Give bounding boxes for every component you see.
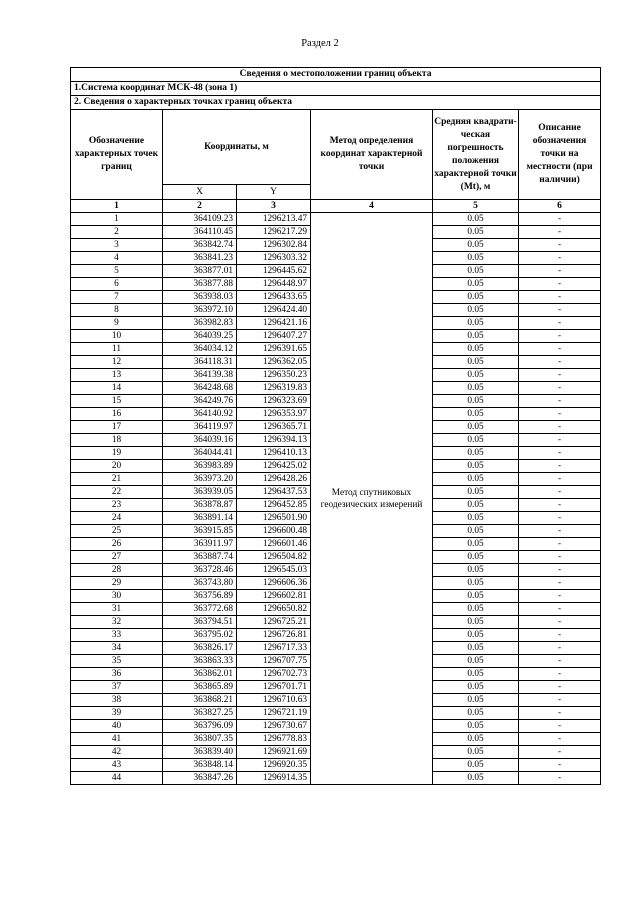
point-number: 4 (71, 252, 163, 265)
description-value: - (519, 694, 601, 707)
coord-x: 363796.09 (163, 720, 237, 733)
error-value: 0.05 (433, 577, 519, 590)
point-number: 9 (71, 317, 163, 330)
coord-x: 363807.35 (163, 733, 237, 746)
point-number: 28 (71, 564, 163, 577)
error-value: 0.05 (433, 616, 519, 629)
coord-x: 363847.26 (163, 772, 237, 785)
description-value: - (519, 616, 601, 629)
coord-x: 363772.68 (163, 603, 237, 616)
error-value: 0.05 (433, 369, 519, 382)
coord-y: 1296407.27 (237, 330, 311, 343)
coord-x: 363973.20 (163, 473, 237, 486)
point-number: 33 (71, 629, 163, 642)
coord-x: 364044.41 (163, 447, 237, 460)
point-number: 29 (71, 577, 163, 590)
error-value: 0.05 (433, 356, 519, 369)
coord-x: 363848.14 (163, 759, 237, 772)
boundary-points-table (70, 67, 601, 785)
coord-y: 1296319.83 (237, 382, 311, 395)
point-number: 15 (71, 395, 163, 408)
coord-y: 1296437.53 (237, 486, 311, 499)
point-number: 8 (71, 304, 163, 317)
coord-y: 1296448.97 (237, 278, 311, 291)
coord-x: 364039.16 (163, 434, 237, 447)
error-value: 0.05 (433, 265, 519, 278)
coord-y: 1296303.32 (237, 252, 311, 265)
error-value: 0.05 (433, 720, 519, 733)
coord-x: 363839.40 (163, 746, 237, 759)
error-value: 0.05 (433, 304, 519, 317)
description-value: - (519, 304, 601, 317)
point-number: 43 (71, 759, 163, 772)
coord-x: 363865.89 (163, 681, 237, 694)
coord-x: 363887.74 (163, 551, 237, 564)
coord-y: 1296323.69 (237, 395, 311, 408)
point-number: 2 (71, 226, 163, 239)
point-number: 18 (71, 434, 163, 447)
coord-x: 363938.03 (163, 291, 237, 304)
point-number: 38 (71, 694, 163, 707)
coord-y: 1296707.75 (237, 655, 311, 668)
coord-y: 1296717.33 (237, 642, 311, 655)
error-value: 0.05 (433, 694, 519, 707)
point-number: 7 (71, 291, 163, 304)
point-number: 17 (71, 421, 163, 434)
coord-y: 1296410.13 (237, 447, 311, 460)
coord-y: 1296606.36 (237, 577, 311, 590)
description-value: - (519, 707, 601, 720)
coord-y: 1296920.35 (237, 759, 311, 772)
point-number: 24 (71, 512, 163, 525)
description-value: - (519, 603, 601, 616)
point-number: 34 (71, 642, 163, 655)
coord-x: 363743.80 (163, 577, 237, 590)
point-number: 5 (71, 265, 163, 278)
description-value: - (519, 642, 601, 655)
coord-y: 1296921.69 (237, 746, 311, 759)
point-number: 30 (71, 590, 163, 603)
description-value: - (519, 460, 601, 473)
error-value: 0.05 (433, 603, 519, 616)
coord-y: 1296213.47 (237, 213, 311, 226)
coord-x: 363891.14 (163, 512, 237, 525)
error-value: 0.05 (433, 499, 519, 512)
coord-x: 363826.17 (163, 642, 237, 655)
coord-x: 364248.68 (163, 382, 237, 395)
error-value: 0.05 (433, 382, 519, 395)
error-value: 0.05 (433, 629, 519, 642)
error-value: 0.05 (433, 330, 519, 343)
description-value: - (519, 655, 601, 668)
point-number: 12 (71, 356, 163, 369)
coord-y: 1296428.26 (237, 473, 311, 486)
error-value: 0.05 (433, 759, 519, 772)
coord-y: 1296721.19 (237, 707, 311, 720)
coord-y: 1296702.73 (237, 668, 311, 681)
point-number: 25 (71, 525, 163, 538)
coord-y: 1296421.16 (237, 317, 311, 330)
point-number: 26 (71, 538, 163, 551)
error-value: 0.05 (433, 252, 519, 265)
point-number: 27 (71, 551, 163, 564)
description-value: - (519, 291, 601, 304)
point-number: 3 (71, 239, 163, 252)
error-value: 0.05 (433, 564, 519, 577)
error-value: 0.05 (433, 239, 519, 252)
description-value: - (519, 486, 601, 499)
column-number: 4 (311, 200, 433, 213)
error-value: 0.05 (433, 642, 519, 655)
coord-x: 363877.88 (163, 278, 237, 291)
coord-x: 363939.05 (163, 486, 237, 499)
coord-system: 1.Система координат МСК-48 (зона 1) (71, 82, 601, 96)
point-number: 13 (71, 369, 163, 382)
error-value: 0.05 (433, 226, 519, 239)
error-value: 0.05 (433, 733, 519, 746)
coord-x: 363877.01 (163, 265, 237, 278)
error-value: 0.05 (433, 473, 519, 486)
coord-y: 1296710.63 (237, 694, 311, 707)
column-number: 3 (237, 200, 311, 213)
error-value: 0.05 (433, 421, 519, 434)
description-value: - (519, 213, 601, 226)
coord-x: 363983.89 (163, 460, 237, 473)
coord-x: 364039.25 (163, 330, 237, 343)
point-number: 36 (71, 668, 163, 681)
description-value: - (519, 408, 601, 421)
description-value: - (519, 551, 601, 564)
table-row (71, 213, 601, 226)
coord-y: 1296425.02 (237, 460, 311, 473)
coord-y: 1296353.97 (237, 408, 311, 421)
error-value: 0.05 (433, 291, 519, 304)
error-value: 0.05 (433, 447, 519, 460)
coord-x: 363868.21 (163, 694, 237, 707)
coord-x: 363982.83 (163, 317, 237, 330)
description-value: - (519, 239, 601, 252)
coord-y: 1296601.46 (237, 538, 311, 551)
point-number: 1 (71, 213, 163, 226)
coord-x: 364249.76 (163, 395, 237, 408)
description-value: - (519, 317, 601, 330)
error-value: 0.05 (433, 538, 519, 551)
error-value: 0.05 (433, 317, 519, 330)
point-number: 11 (71, 343, 163, 356)
method-cell: Метод спутниковых геодезических измерений (311, 213, 433, 785)
column-number: 2 (163, 200, 237, 213)
coord-y: 1296778.83 (237, 733, 311, 746)
error-value: 0.05 (433, 655, 519, 668)
section-title: Сведения о местоположении границ объекта (71, 68, 601, 82)
coord-x: 364140.92 (163, 408, 237, 421)
error-value: 0.05 (433, 551, 519, 564)
description-value: - (519, 720, 601, 733)
coord-y: 1296545.03 (237, 564, 311, 577)
coord-x: 363841.23 (163, 252, 237, 265)
column-number: 1 (71, 200, 163, 213)
description-value: - (519, 382, 601, 395)
error-value: 0.05 (433, 460, 519, 473)
description-value: - (519, 538, 601, 551)
coord-y: 1296365.71 (237, 421, 311, 434)
coord-y: 1296504.82 (237, 551, 311, 564)
error-value: 0.05 (433, 213, 519, 226)
point-number: 19 (71, 447, 163, 460)
point-number: 10 (71, 330, 163, 343)
page-title: Раздел 2 (301, 38, 339, 49)
description-value: - (519, 434, 601, 447)
point-number: 40 (71, 720, 163, 733)
coord-y: 1296914.35 (237, 772, 311, 785)
description-value: - (519, 733, 601, 746)
description-value: - (519, 447, 601, 460)
coord-y: 1296452.85 (237, 499, 311, 512)
description-value: - (519, 226, 601, 239)
description-value: - (519, 421, 601, 434)
point-number: 32 (71, 616, 163, 629)
error-value: 0.05 (433, 278, 519, 291)
point-number: 41 (71, 733, 163, 746)
coord-x: 363911.97 (163, 538, 237, 551)
coord-y: 1296730.67 (237, 720, 311, 733)
point-number: 35 (71, 655, 163, 668)
coord-x: 364118.31 (163, 356, 237, 369)
description-value: - (519, 395, 601, 408)
description-value: - (519, 369, 601, 382)
point-number: 20 (71, 460, 163, 473)
header-description: Описание обозначения точки на местности (при наличии) (519, 110, 601, 200)
description-value: - (519, 265, 601, 278)
coord-x: 363827.25 (163, 707, 237, 720)
coord-y: 1296362.05 (237, 356, 311, 369)
point-number: 22 (71, 486, 163, 499)
coord-x: 363863.33 (163, 655, 237, 668)
coord-y: 1296394.13 (237, 434, 311, 447)
description-value: - (519, 278, 601, 291)
coord-x: 364119.97 (163, 421, 237, 434)
point-number: 23 (71, 499, 163, 512)
error-value: 0.05 (433, 668, 519, 681)
column-number: 5 (433, 200, 519, 213)
header-error: Средняя квадрати-ческая погрешность положения характерной точки (Mt), м (433, 110, 519, 200)
point-number: 16 (71, 408, 163, 421)
description-value: - (519, 577, 601, 590)
coord-x: 363915.85 (163, 525, 237, 538)
point-number: 44 (71, 772, 163, 785)
point-number: 21 (71, 473, 163, 486)
coord-x: 364109.23 (163, 213, 237, 226)
description-value: - (519, 590, 601, 603)
description-value: - (519, 668, 601, 681)
coord-y: 1296602.81 (237, 590, 311, 603)
coord-y: 1296217.29 (237, 226, 311, 239)
coord-y: 1296725.21 (237, 616, 311, 629)
coord-x: 364110.45 (163, 226, 237, 239)
header-x: X (163, 185, 237, 200)
description-value: - (519, 772, 601, 785)
description-value: - (519, 759, 601, 772)
point-number: 37 (71, 681, 163, 694)
coord-x: 363756.89 (163, 590, 237, 603)
coord-y: 1296302.84 (237, 239, 311, 252)
header-y: Y (237, 185, 311, 200)
description-value: - (519, 252, 601, 265)
point-number: 42 (71, 746, 163, 759)
point-number: 14 (71, 382, 163, 395)
coord-y: 1296650.82 (237, 603, 311, 616)
header-coordinates: Координаты, м (163, 110, 311, 185)
description-value: - (519, 473, 601, 486)
error-value: 0.05 (433, 525, 519, 538)
coord-x: 363794.51 (163, 616, 237, 629)
description-value: - (519, 681, 601, 694)
coord-x: 363878.87 (163, 499, 237, 512)
coord-y: 1296433.65 (237, 291, 311, 304)
error-value: 0.05 (433, 681, 519, 694)
coord-y: 1296701.71 (237, 681, 311, 694)
description-value: - (519, 629, 601, 642)
error-value: 0.05 (433, 434, 519, 447)
coord-y: 1296350.23 (237, 369, 311, 382)
description-value: - (519, 356, 601, 369)
error-value: 0.05 (433, 590, 519, 603)
column-number: 6 (519, 200, 601, 213)
description-value: - (519, 512, 601, 525)
coord-y: 1296424.40 (237, 304, 311, 317)
coord-x: 363795.02 (163, 629, 237, 642)
error-value: 0.05 (433, 512, 519, 525)
point-number: 31 (71, 603, 163, 616)
point-number: 39 (71, 707, 163, 720)
header-method: Метод определения координат характерной точки (311, 110, 433, 200)
coord-x: 364139.38 (163, 369, 237, 382)
error-value: 0.05 (433, 395, 519, 408)
error-value: 0.05 (433, 408, 519, 421)
error-value: 0.05 (433, 772, 519, 785)
description-value: - (519, 343, 601, 356)
column-numbers-row (71, 200, 601, 213)
header-designation: Обозначение характерных точек границ (71, 110, 163, 200)
coord-x: 364034.12 (163, 343, 237, 356)
coord-y: 1296726.81 (237, 629, 311, 642)
description-value: - (519, 746, 601, 759)
coord-y: 1296445.62 (237, 265, 311, 278)
error-value: 0.05 (433, 707, 519, 720)
description-value: - (519, 330, 601, 343)
points-title: 2. Сведения о характерных точках границ объекта (71, 96, 601, 110)
coord-y: 1296391.65 (237, 343, 311, 356)
coord-x: 363972.10 (163, 304, 237, 317)
coord-x: 363842.74 (163, 239, 237, 252)
error-value: 0.05 (433, 486, 519, 499)
coord-y: 1296600.48 (237, 525, 311, 538)
coord-x: 363728.46 (163, 564, 237, 577)
description-value: - (519, 525, 601, 538)
coord-x: 363862.01 (163, 668, 237, 681)
description-value: - (519, 499, 601, 512)
description-value: - (519, 564, 601, 577)
point-number: 6 (71, 278, 163, 291)
coord-y: 1296501.90 (237, 512, 311, 525)
error-value: 0.05 (433, 746, 519, 759)
error-value: 0.05 (433, 343, 519, 356)
